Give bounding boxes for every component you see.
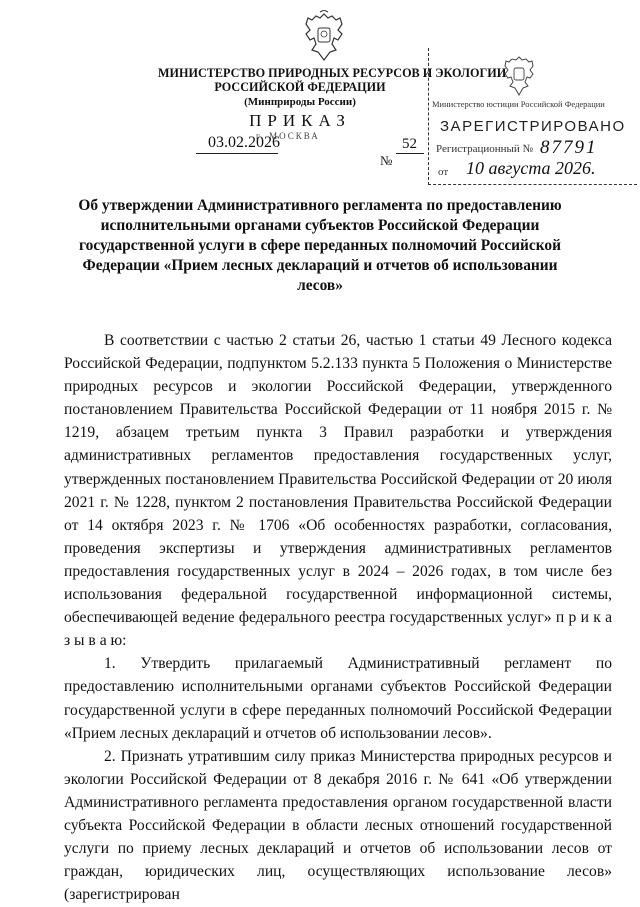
body-paragraph-preamble: В соответствии с частью 2 статьи 26, частью 1 статьи 49 Лесного кодекса Российской Федерации, подпунктом 5.2.133 пункта 5 Положения о Министерстве природных ресурсов и экологии Российской Федерации, утвержденного постановлением Правительства Российской Федерации от 11 ноября 2015 г. № 1219, абзацем третьим пункта 3 Правил разработки и утверждения административных регламентов предоставления государственных услуг, утвержденных постановлением Правительства Российской Федерации от 20 июля 2021 г. № 1228, пунктом 2 постановления Правительства Российской Федерации от 14 октября 2023 г. № 1706 «Об особенностях разработки, согласования, проведения экспертизы и утверждения административных регламентов предоставления государственных услуг в 2024 – 2026 годах, в том числе без использования федеральной государственной информационной системы, обеспечивающей ведение федерального реестра государственных услуг» п р и к а з ы в а ю:	[64, 332, 612, 650]
stamp-coat-of-arms-icon	[500, 54, 538, 100]
stamp-registered-label: ЗАРЕГИСТРИРОВАНО	[440, 118, 626, 135]
stamp-from-label: от	[438, 166, 449, 178]
ministry-name-line1: МИНИСТЕРСТВО ПРИРОДНЫХ РЕСУРСОВ И ЭКОЛОГИИ	[158, 66, 507, 80]
document-date: 03.02.2026	[208, 134, 280, 151]
coat-of-arms-icon	[300, 10, 348, 66]
document-number: 52	[402, 136, 417, 152]
stamp-reg-number: 87791	[540, 137, 598, 158]
stamp-reg-number-label: Регистрационный №	[436, 143, 534, 155]
ministry-short-name: (Минприроды России)	[244, 96, 356, 108]
document-body	[64, 329, 612, 906]
body-paragraph-item-1: 1. Утвердить прилагаемый Административный регламент по предоставлению исполнительными органами субъектов Российской Федерации государственной услуги в сфере переданных полномочий Российской Федерации «Прием лесных деклараций и отчетов об использовании лесов».	[64, 655, 612, 742]
body-paragraph-item-2: 2. Признать утратившим силу приказ Министерства природных ресурсов и экологии Российской Федерации от 8 декабря 2016 г. № 641 «Об утверждении Административного регламента предоставления органом государственной власти субъекта Российской Федерации в области лесных отношений государственной услуги по приему лесных деклараций и отчетов об использовании лесов от граждан, юридических лиц, осуществляющих использование лесов» (зарегистрирован	[64, 747, 612, 904]
document-title: Об утверждении Административного регламента по предоставлению исполнительными органами субъектов Российской Федерации государственной услуги в сфере переданных полномочий Российской Федерации «Прием лесных деклараций и отчетов об использовании лесов»	[78, 197, 562, 294]
number-underline	[396, 153, 424, 154]
date-underline	[196, 153, 278, 154]
ministry-name-line2: РОССИЙСКОЙ ФЕДЕРАЦИИ	[214, 80, 386, 94]
stamp-ministry-name: Министерство юстиции Российской Федерации	[432, 99, 605, 109]
document-city: г. МОСКВА	[256, 131, 320, 141]
number-sign: №	[380, 153, 393, 168]
stamp-reg-date: 10 августа 2026.	[466, 158, 596, 178]
document-type: ПРИКАЗ	[249, 111, 351, 130]
